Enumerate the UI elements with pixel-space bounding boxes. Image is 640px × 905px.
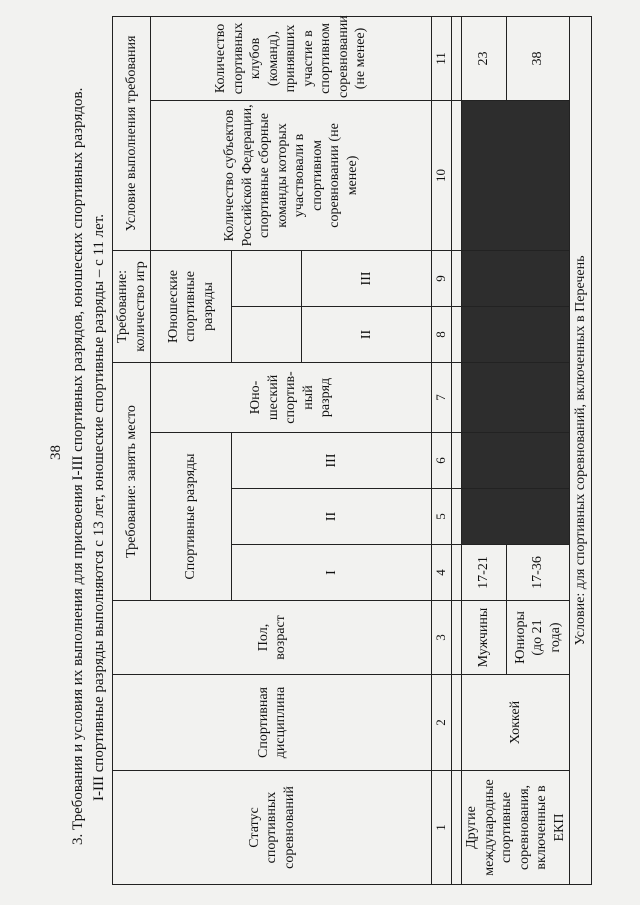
row-men-range: 17-21 [462, 545, 507, 601]
condition-note: Условие: для спортивных соревнований, включенных в Перечень [570, 16, 592, 884]
header-rank-III: III [231, 433, 432, 489]
redacted-cell [462, 433, 570, 489]
row-status: Другие международные спортивные соревнования, включенные в ЕКП [462, 771, 570, 885]
column-number: 10 [432, 100, 452, 250]
header-youth-rank-II: II [302, 306, 432, 362]
header-rank-II: II [231, 489, 432, 545]
header-status: Статус спортивных соревнований [113, 771, 432, 885]
header-subjects: Количество субъектов Российской Федерации, спортивные сборные команды которых участвовали в спортивном соревновании (не менее) [151, 100, 432, 250]
redacted-cell [462, 489, 570, 545]
row-juniors-clubs: 38 [507, 16, 570, 100]
redacted-cell [462, 306, 570, 362]
row-juniors-range: 17-36 [507, 545, 570, 601]
header-youth-ranks: Юношеские спортивные разряды [151, 250, 232, 362]
column-number: 7 [432, 362, 452, 432]
column-number: 6 [432, 433, 452, 489]
column-number: 2 [432, 675, 452, 771]
column-number: 3 [432, 601, 452, 675]
requirements-table [112, 16, 592, 885]
header-discipline: Спортивная дисциплина [113, 675, 432, 771]
redacted-cell [462, 250, 570, 306]
column-number: 8 [432, 306, 452, 362]
redacted-cell [462, 362, 570, 432]
redacted-cell [462, 100, 570, 250]
header-youth-rank-III: III [302, 250, 432, 306]
table-row [462, 16, 507, 884]
condition-row [570, 16, 592, 884]
header-req-place: Требование: занять место [113, 362, 151, 600]
header-sex-age: Пол, возраст [113, 601, 432, 675]
row-men-label: Мужчины [462, 601, 507, 675]
column-number: 1 [432, 771, 452, 885]
column-number: 11 [432, 16, 452, 100]
header-empty-cell [231, 250, 302, 306]
column-number-row [432, 16, 452, 884]
blank-row [452, 16, 462, 884]
header-condition: Условие выполнения требования [113, 16, 151, 250]
header-empty-cell [231, 306, 302, 362]
header-rank-I: I [231, 545, 432, 601]
section-subtitle: I-III спортивные разряды выполняются с 13 лет, юношеские спортивные разряды – с 11 лет. [91, 214, 107, 801]
section-title: 3. Требования и условия их выполнения для присвоения I-III спортивных разрядов, юношеских спортивных разрядов. [70, 87, 86, 845]
header-req-games: Требование: количество игр [113, 250, 151, 362]
header-youth-rank: Юно-шеский спортив-ный разряд [151, 362, 432, 432]
header-sport-ranks: Спортивные разряды [151, 433, 232, 601]
header-clubs: Количество спортивных клубов (команд), принявших участие в спортивном соревновании (не менее) [151, 16, 432, 100]
column-number: 5 [432, 489, 452, 545]
row-men-clubs: 23 [462, 16, 507, 100]
column-number: 4 [432, 545, 452, 601]
column-number: 9 [432, 250, 452, 306]
row-discipline: Хоккей [462, 675, 570, 771]
row-juniors-label: Юниоры (до 21 года) [507, 601, 570, 675]
page-number: 38 [48, 445, 64, 460]
